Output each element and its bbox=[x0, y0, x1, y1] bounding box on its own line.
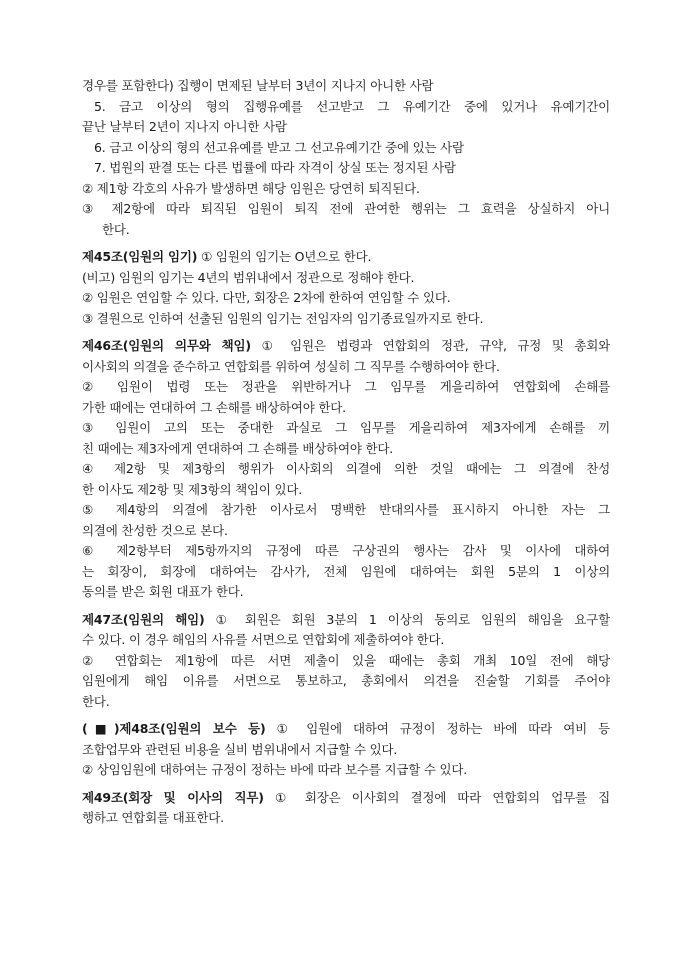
line-text: 동의를 받은 회원 대표가 한다. bbox=[82, 584, 244, 599]
line-text: ③ 제2항에 따라 퇴직된 임원이 퇴직 전에 관여한 행위는 그 효력을 상실하지 아니 bbox=[82, 201, 610, 216]
line-text: 친 때에는 제3자에게 연대하여 그 손해를 배상하여야 한다. bbox=[82, 440, 394, 456]
line-text: 조합업무와 관련된 비용을 실비 범위내에서 지급할 수 있다. bbox=[82, 741, 398, 757]
text-line bbox=[82, 480, 610, 501]
text-line bbox=[82, 199, 610, 220]
text-line bbox=[82, 158, 610, 179]
article-heading-line bbox=[82, 336, 610, 357]
document-body bbox=[82, 76, 610, 829]
line-text: 7. 법원의 판결 또는 다른 법률에 따라 자격이 상실 또는 정지된 사람 bbox=[94, 160, 456, 175]
line-text: 임원에게 해임 이유를 서면으로 통보하고, 총회에서 의견을 진술할 기회를 주어야 bbox=[82, 673, 610, 688]
line-text: ① 회장은 이사회의 결정에 따라 연합회의 업무를 집 bbox=[263, 789, 610, 805]
article-title: 제49조(회장 및 이사의 직무) bbox=[82, 789, 264, 805]
article-title: 제46조(임원의 의무와 책임) bbox=[82, 338, 251, 353]
article-heading-line bbox=[82, 719, 610, 740]
text-line bbox=[82, 220, 610, 241]
line-text: (비고) 임원의 임기는 4년의 범위내에서 정관으로 정해야 한다. bbox=[82, 269, 415, 285]
article-title: 제45조(임원의 임기) bbox=[82, 249, 198, 264]
article-title: (■)제48조(임원의 보수 등) bbox=[82, 721, 266, 736]
line-text: ① 회원은 회원 3분의 1 이상의 동의로 임원의 해임을 요구할 bbox=[204, 611, 610, 627]
text-line bbox=[82, 582, 610, 603]
line-text: ① 임원에 대하여 규정이 정하는 바에 따라 여비 등 bbox=[265, 721, 610, 736]
text-line bbox=[82, 138, 610, 159]
article-title: 제47조(임원의 해임) bbox=[82, 611, 205, 627]
line-text: 행하고 연합회를 대표한다. bbox=[82, 810, 224, 825]
article-heading-line bbox=[82, 610, 610, 631]
text-line bbox=[82, 357, 610, 378]
line-text: 수 있다. 이 경우 해임의 사유를 서면으로 연합회에 제출하여야 한다. bbox=[82, 632, 445, 647]
text-line bbox=[82, 562, 610, 583]
text-line bbox=[82, 179, 610, 200]
line-text: 끝난 날부터 2년이 지나지 아니한 사람 bbox=[82, 119, 287, 134]
text-line bbox=[82, 418, 610, 439]
line-text: ② 제1항 각호의 사유가 발생하면 해당 임원은 당연히 퇴직된다. bbox=[82, 180, 420, 196]
line-text: ② 상임임원에 대하여는 규정이 정하는 바에 따라 보수를 지급할 수 있다. bbox=[82, 762, 468, 777]
text-line bbox=[82, 377, 610, 398]
line-text: 이사회의 의결을 준수하고 연합회를 위하여 성실히 그 직무를 수행하여야 한다. bbox=[82, 358, 500, 374]
line-text: ⑥ 제2항부터 제5항까지의 규정에 따른 구상권의 행사는 감사 및 이사에 대하여 bbox=[82, 543, 610, 558]
line-text: ② 연합회는 제1항에 따른 서면 제출이 있을 때에는 총회 개최 10일 전에 해당 bbox=[82, 652, 610, 668]
text-line bbox=[82, 500, 610, 521]
text-line bbox=[82, 671, 610, 692]
line-text: 의결에 찬성한 것으로 본다. bbox=[82, 522, 228, 538]
line-text: ③ 임원이 고의 또는 중대한 과실로 그 임무를 게을리하여 제3자에게 손해를 끼 bbox=[82, 420, 610, 435]
text-line bbox=[82, 630, 610, 651]
line-text: 5. 금고 이상의 형의 집행유예를 선고받고 그 유예기간 중에 있거나 유예기간이 bbox=[94, 98, 610, 114]
text-line bbox=[82, 309, 610, 330]
line-text: 한 이사도 제2항 및 제3항의 책임이 있다. bbox=[82, 481, 303, 497]
text-line bbox=[82, 288, 610, 309]
text-line bbox=[82, 76, 610, 97]
line-text: ④ 제2항 및 제3항의 행위가 이사회의 의결에 의한 것일 때에는 그 의결에 찬성 bbox=[82, 461, 610, 476]
text-line bbox=[82, 398, 610, 419]
text-line bbox=[82, 117, 610, 138]
text-line bbox=[82, 541, 610, 562]
line-text: ① 임원은 법령과 연합회의 정관, 규약, 규정 및 총회와 bbox=[250, 338, 611, 353]
text-line bbox=[82, 521, 610, 542]
line-text: 한다. bbox=[82, 693, 110, 709]
article-heading-line bbox=[82, 788, 610, 809]
line-text: 는 회장이, 회장에 대하여는 감사가, 전체 임원에 대하여는 회원 5분의 1 이상의 bbox=[82, 563, 610, 579]
text-line bbox=[82, 97, 610, 118]
line-text: ③ 결원으로 인하여 선출된 임원의 임기는 전임자의 임기종료일까지로 한다. bbox=[82, 310, 484, 326]
text-line bbox=[82, 439, 610, 460]
line-text: 경우를 포함한다) 집행이 면제된 날부터 3년이 지나지 아니한 사람 bbox=[82, 78, 434, 93]
line-text: ② 임원이 법령 또는 정관을 위반하거나 그 임무를 게을리하여 연합회에 손해를 bbox=[82, 379, 610, 394]
text-line bbox=[82, 808, 610, 829]
line-text: ② 임원은 연임할 수 있다. 다만, 회장은 2차에 한하여 연임할 수 있다. bbox=[82, 290, 451, 305]
text-line bbox=[82, 692, 610, 713]
line-text: ⑤ 제4항의 의결에 참가한 이사로서 명백한 반대의사를 표시하지 아니한 자는 그 bbox=[82, 502, 610, 517]
text-line bbox=[82, 760, 610, 781]
text-line bbox=[82, 459, 610, 480]
line-text: 가한 때에는 연대하여 그 손해를 배상하여야 한다. bbox=[82, 399, 346, 415]
line-text: ① 임원의 임기는 O년으로 한다. bbox=[197, 249, 372, 264]
line-text: 한다. bbox=[102, 221, 130, 237]
text-line bbox=[82, 268, 610, 289]
article-heading-line bbox=[82, 247, 610, 268]
text-line bbox=[82, 740, 610, 761]
text-line bbox=[82, 651, 610, 672]
line-text: 6. 금고 이상의 형의 선고유예를 받고 그 선고유예기간 중에 있는 사람 bbox=[94, 139, 464, 155]
